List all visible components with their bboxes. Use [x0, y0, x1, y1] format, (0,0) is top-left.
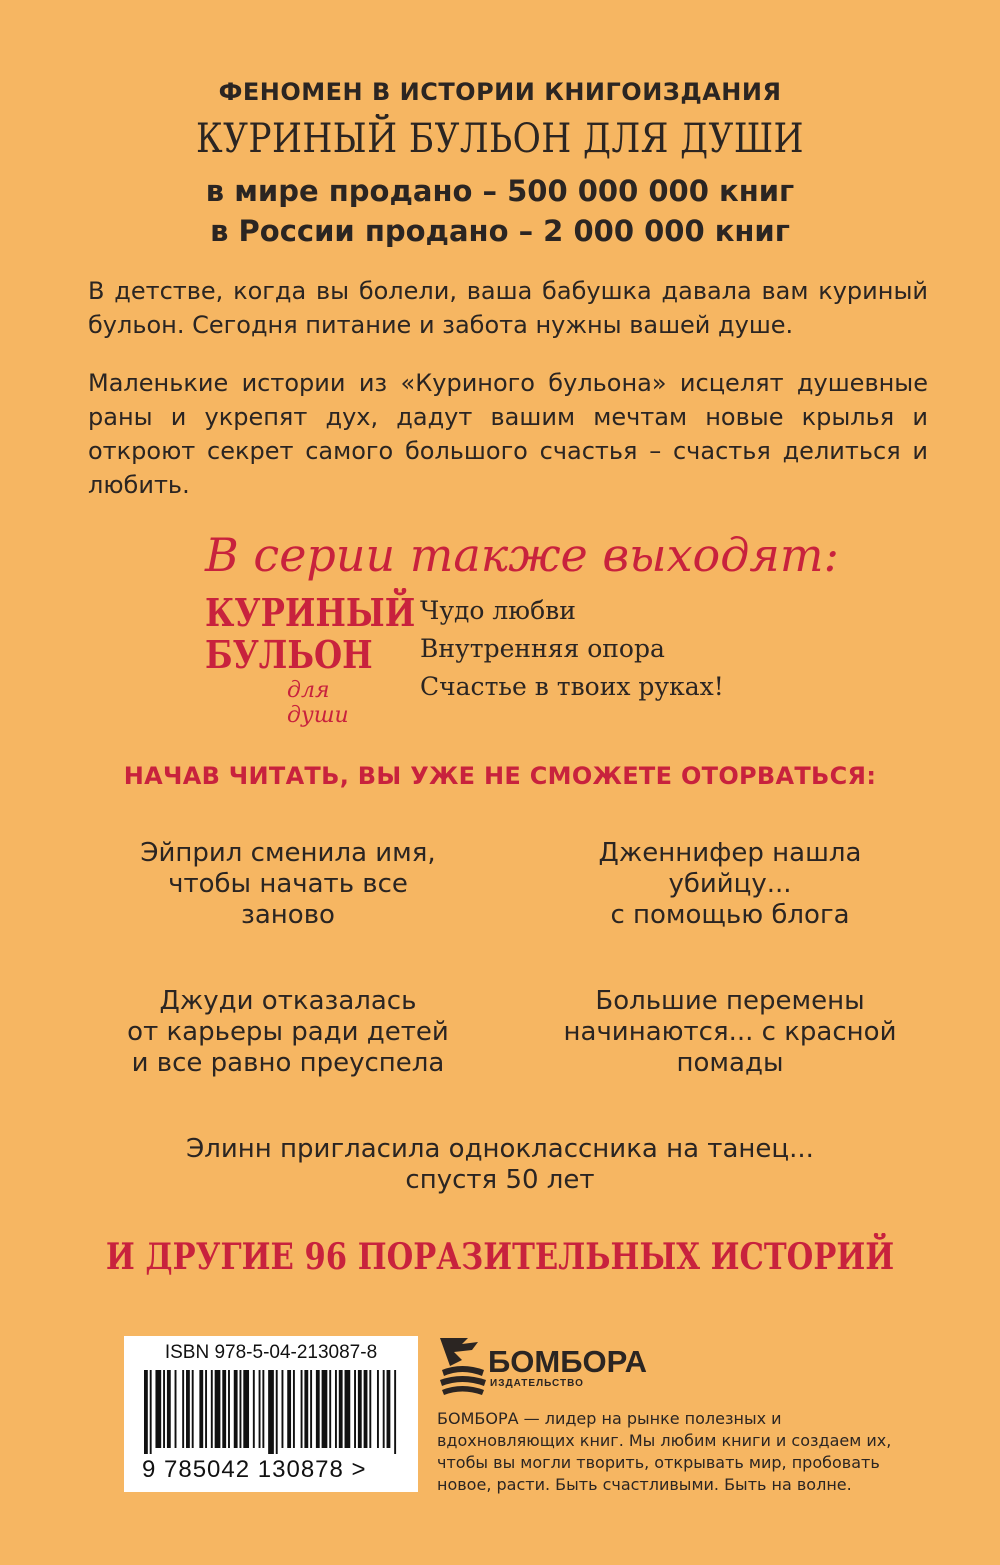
publisher-name: БОМБОРА: [488, 1344, 647, 1379]
publisher-subtitle: ИЗДАТЕЛЬСТВО: [490, 1378, 584, 1389]
barcode-bar: [144, 1370, 148, 1454]
book-title: КУРИНЫЙ БУЛЬОН ДЛЯ ДУШИ: [196, 116, 804, 162]
story-teaser: [88, 986, 488, 1079]
intro-paragraph-2: Маленькие истории из «Куриного бульона» исцелят душевные раны и укрепят дух, дадут вашим мечтам новые крылья и откроют секрет самого большого счастья – счастья делиться и любить.: [88, 369, 928, 499]
call-to-action: НАЧАВ ЧИТАТЬ, ВЫ УЖЕ НЕ СМОЖЕТЕ ОТОРВАТЬСЯ:: [123, 762, 877, 790]
barcode-bar: [268, 1370, 274, 1454]
barcode-bar: [215, 1370, 221, 1448]
story-line: с помощью блога: [610, 900, 850, 930]
barcode-bar: [259, 1370, 261, 1448]
series-title: Чудо любви: [420, 596, 576, 625]
stat-russia: в России продано – 2 000 000 книг: [210, 214, 790, 248]
barcode-bar: [186, 1370, 190, 1448]
footer-title: И ДРУГИЕ 96 ПОРАЗИТЕЛЬНЫХ ИСТОРИЙ: [105, 1236, 895, 1278]
barcode-bar: [199, 1370, 203, 1448]
barcode-bar: [211, 1370, 213, 1448]
bombora-logo-icon: [432, 1334, 492, 1396]
story-line: Элинн пригласила одноклассника на танец...: [186, 1134, 814, 1164]
publisher-description: БОМБОРА — лидер на рынке полезных и вдохновляющих книг. Мы любим книги и создаем их, чтобы вы могли творить, открывать мир, пробовать новое, расти. Быть счастливыми. Быть на волне.: [437, 1409, 892, 1494]
barcode-bar: [228, 1370, 230, 1448]
series-title-list: [420, 592, 724, 706]
barcode-bar: [377, 1370, 379, 1448]
barcode-bar: [293, 1370, 295, 1448]
barcode-bar: [387, 1370, 391, 1448]
barcode-bar: [339, 1370, 343, 1448]
barcode-digits: 9 785042 130878 >: [142, 1456, 367, 1483]
barcode-icon: [144, 1370, 398, 1454]
barcode-bar: [205, 1370, 207, 1448]
barcode-bar: [354, 1370, 356, 1448]
story-line: начинаются... с красной: [563, 1017, 897, 1047]
barcode-bar: [369, 1370, 371, 1448]
barcode-bar: [175, 1370, 177, 1448]
barcode-bar: [282, 1370, 284, 1448]
story-teaser: [150, 1134, 850, 1196]
barcode-bar: [358, 1370, 362, 1448]
series-heading: В серии также выходят:: [205, 528, 839, 582]
barcode-bar: [364, 1370, 368, 1448]
series-title: Счастье в твоих руках!: [420, 672, 724, 701]
stat-world: в мире продано – 500 000 000 книг: [205, 174, 795, 208]
story-line: заново: [241, 900, 335, 930]
series-title: Внутренняя опора: [420, 634, 665, 663]
barcode-bar: [329, 1370, 331, 1448]
barcode-bar: [304, 1370, 308, 1448]
barcode-bar: [243, 1370, 249, 1448]
story-line: Дженнифер нашла: [598, 838, 862, 868]
barcode-bar: [167, 1370, 171, 1448]
barcode-bar: [310, 1370, 312, 1448]
barcode-bar: [155, 1370, 161, 1448]
barcode-bar: [335, 1370, 337, 1448]
barcode-bar: [150, 1370, 152, 1454]
barcode-bar: [383, 1370, 385, 1448]
series-logo: [205, 590, 416, 728]
story-line: Джуди отказалась: [159, 986, 417, 1016]
barcode-bar: [301, 1370, 303, 1448]
barcode-bar: [345, 1370, 351, 1448]
barcode-bar: [163, 1370, 165, 1448]
story-line: Эйприл сменила имя,: [140, 838, 436, 868]
story-line: и все равно преуспела: [131, 1048, 445, 1078]
barcode-bar: [287, 1370, 291, 1448]
barcode-bar: [234, 1370, 238, 1448]
barcode-bar: [262, 1370, 264, 1448]
story-line: убийцу...: [668, 869, 792, 899]
barcode-bar: [322, 1370, 328, 1448]
series-logo-line-2: БУЛЬОН: [205, 632, 373, 677]
barcode-bar: [316, 1370, 320, 1448]
barcode-panel: [124, 1336, 418, 1492]
barcode-bar: [253, 1370, 255, 1448]
kicker-text: ФЕНОМЕН В ИСТОРИИ КНИГОИЗДАНИЯ: [218, 78, 782, 106]
barcode-bar: [239, 1370, 241, 1448]
barcode-bar: [394, 1370, 396, 1454]
series-logo-line-3: для души: [287, 678, 349, 728]
story-line: помады: [676, 1048, 784, 1078]
barcode-bar: [192, 1370, 194, 1448]
story-teaser: [88, 838, 488, 931]
barcode-bar: [276, 1370, 278, 1454]
story-line: Большие перемены: [595, 986, 865, 1016]
story-line: чтобы начать все: [168, 869, 408, 899]
story-teaser: [530, 986, 930, 1079]
series-logo-line-1: КУРИНЫЙ: [205, 590, 416, 635]
isbn-text: ISBN 978-5-04-213087-8: [164, 1342, 378, 1363]
barcode-bar: [222, 1370, 226, 1448]
story-line: от карьеры ради детей: [127, 1017, 449, 1047]
story-line: спустя 50 лет: [405, 1165, 595, 1195]
intro-paragraph-1: В детстве, когда вы болели, ваша бабушка давала вам куриный бульон. Сегодня питание и забота нужны вашей душе.: [88, 277, 928, 339]
story-teaser: [530, 838, 930, 931]
barcode-bar: [182, 1370, 184, 1448]
